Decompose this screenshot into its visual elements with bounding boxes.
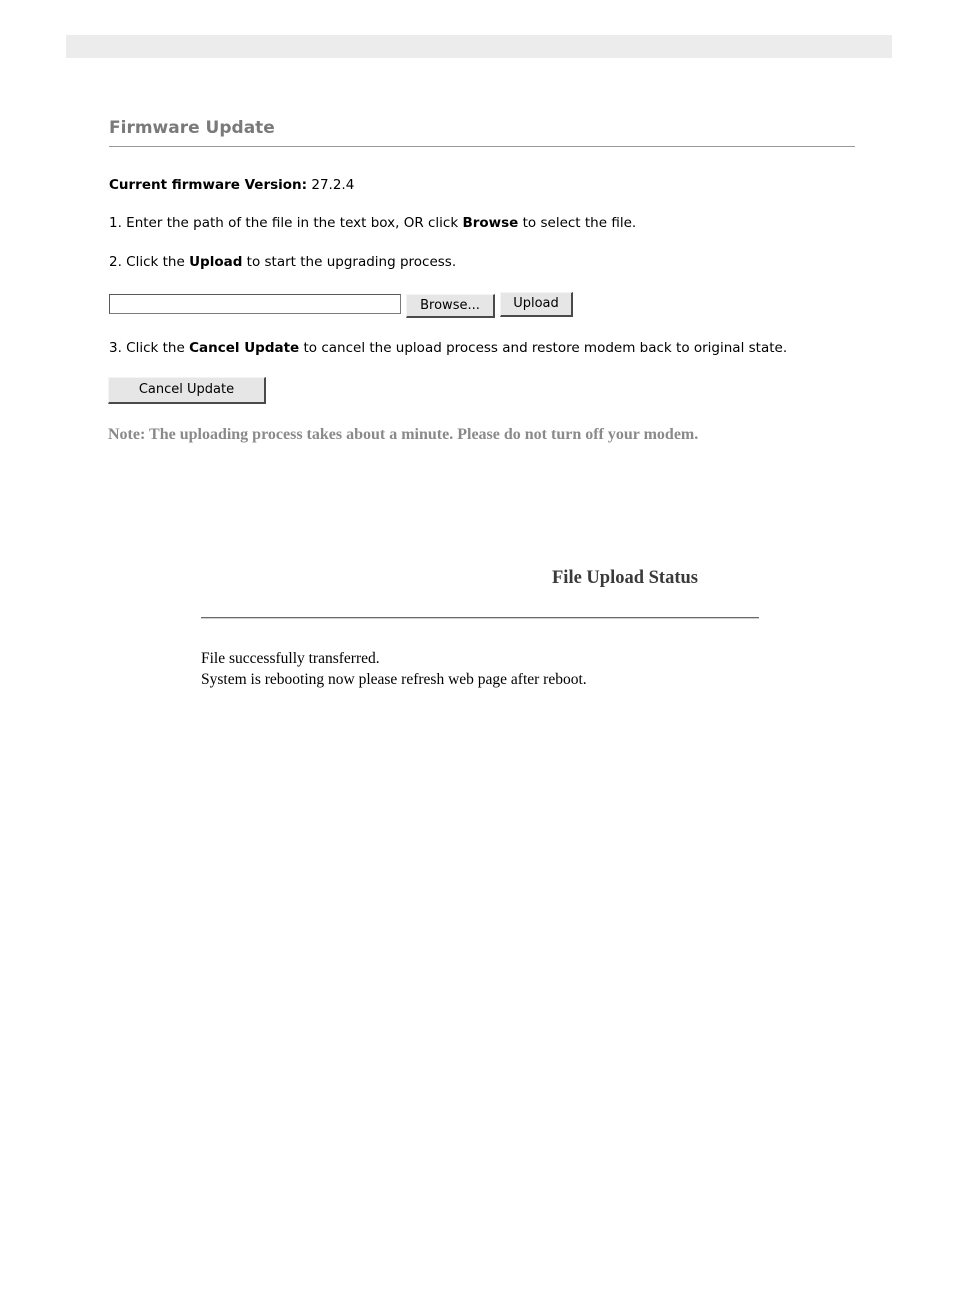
- step2-prefix: 2. Click the: [109, 254, 190, 270]
- step1-suffix: to select the file.: [518, 215, 637, 231]
- browse-button[interactable]: Browse...: [406, 294, 495, 318]
- step3-suffix: to cancel the upload process and restore modem back to original state.: [299, 340, 788, 356]
- firmware-version-value: 27.2.4: [311, 177, 355, 193]
- step1-prefix: 1. Enter the path of the file in the text box, OR click: [109, 215, 463, 231]
- file-path-input[interactable]: [109, 294, 401, 314]
- instruction-step-2: [109, 254, 456, 270]
- instruction-step-3: [109, 340, 787, 356]
- status-divider: [201, 617, 759, 619]
- cancel-update-button[interactable]: Cancel Update: [108, 377, 266, 404]
- step3-prefix: 3. Click the: [109, 340, 190, 356]
- title-divider: [109, 146, 855, 147]
- status-message: File successfully transferred.: [201, 650, 380, 667]
- upload-note: Note: The uploading process takes about a minute. Please do not turn off your modem.: [108, 426, 699, 443]
- top-header-bar: [66, 35, 892, 58]
- step2-emphasis: Upload: [189, 254, 243, 270]
- step1-emphasis: Browse: [462, 215, 519, 231]
- firmware-version-label: Current firmware Version:: [109, 177, 308, 193]
- step2-suffix: to start the upgrading process.: [242, 254, 457, 270]
- current-firmware-version: [109, 177, 354, 193]
- instruction-step-1: [109, 215, 636, 231]
- upload-button[interactable]: Upload: [500, 292, 573, 317]
- status-message: System is rebooting now please refresh web page after reboot.: [201, 671, 587, 688]
- file-upload-status-title: File Upload Status: [552, 568, 698, 588]
- step3-emphasis: Cancel Update: [189, 340, 300, 356]
- page-title: Firmware Update: [109, 118, 275, 138]
